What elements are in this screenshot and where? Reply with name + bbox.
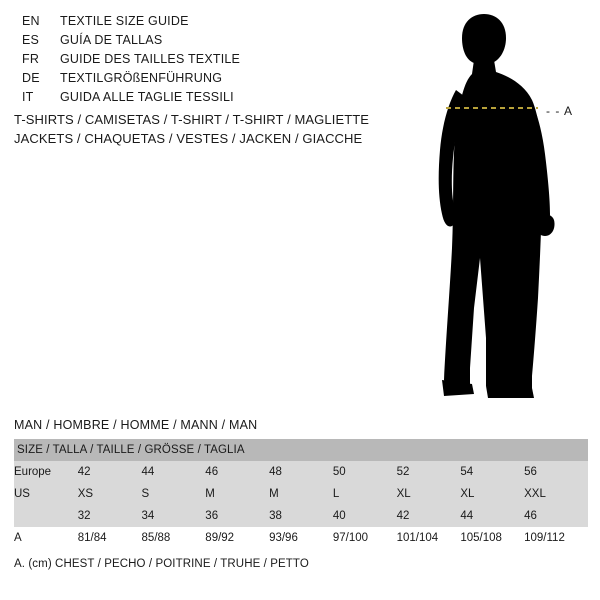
chest-letter: A: [564, 104, 574, 118]
size-table: [14, 439, 588, 549]
row-label: Europe: [14, 461, 78, 483]
table-row: [14, 527, 588, 549]
language-row: [22, 14, 382, 33]
language-row: [22, 90, 382, 109]
table-heading: MAN / HOMBRE / HOMME / MANN / MAN: [14, 418, 258, 432]
chest-measure-label: [546, 104, 573, 118]
language-code: EN: [22, 14, 40, 28]
category-jackets: JACKETS / CHAQUETAS / VESTES / JACKEN / GIACCHE: [14, 131, 363, 146]
table-header-row: [14, 439, 588, 461]
male-silhouette-figure: [400, 8, 600, 408]
category-list: [14, 110, 434, 148]
table-row: [14, 505, 588, 527]
cell: 44: [142, 461, 206, 483]
language-title: GUIDE DES TAILLES TEXTILE: [60, 52, 241, 66]
language-title: GUÍA DE TALLAS: [60, 33, 163, 47]
language-code: ES: [22, 33, 40, 47]
row-label: [14, 505, 78, 527]
cell: XL: [397, 483, 461, 505]
cell: XXL: [524, 483, 588, 505]
cell: 109/112: [524, 527, 588, 549]
cell: 46: [205, 461, 269, 483]
cell: 32: [78, 505, 142, 527]
cell: 105/108: [460, 527, 524, 549]
cell: 85/88: [142, 527, 206, 549]
cell: XS: [78, 483, 142, 505]
row-label: US: [14, 483, 78, 505]
cell: 81/84: [78, 527, 142, 549]
cell: 40: [333, 505, 397, 527]
cell: 42: [397, 505, 461, 527]
table-row: [14, 483, 588, 505]
chest-dash: - -: [546, 104, 561, 118]
cell: 48: [269, 461, 333, 483]
size-table-section: [14, 418, 588, 570]
cell: 44: [460, 505, 524, 527]
cell: M: [269, 483, 333, 505]
language-row: [22, 33, 382, 52]
language-legend: [22, 14, 382, 109]
language-code: IT: [22, 90, 34, 104]
cell: L: [333, 483, 397, 505]
language-row: [22, 52, 382, 71]
table-row: [14, 461, 588, 483]
row-label: A: [14, 527, 78, 549]
language-row: [22, 71, 382, 90]
cell: 36: [205, 505, 269, 527]
silhouette-icon: [400, 8, 600, 408]
cell: 101/104: [397, 527, 461, 549]
language-title: TEXTILE SIZE GUIDE: [60, 14, 189, 28]
cell: S: [142, 483, 206, 505]
cell: 54: [460, 461, 524, 483]
cell: 52: [397, 461, 461, 483]
language-code: FR: [22, 52, 40, 66]
language-code: DE: [22, 71, 40, 85]
cell: 42: [78, 461, 142, 483]
cell: 89/92: [205, 527, 269, 549]
cell: M: [205, 483, 269, 505]
language-title: TEXTILGRÖßENFÜHRUNG: [60, 71, 223, 85]
category-tshirts: T-SHIRTS / CAMISETAS / T-SHIRT / T-SHIRT / MAGLIETTE: [14, 112, 370, 127]
cell: 93/96: [269, 527, 333, 549]
table-header-label: SIZE / TALLA / TAILLE / GRÖSSE / TAGLIA: [17, 444, 245, 456]
cell: 38: [269, 505, 333, 527]
language-title: GUIDA ALLE TAGLIE TESSILI: [60, 90, 234, 104]
cell: 34: [142, 505, 206, 527]
cell: 97/100: [333, 527, 397, 549]
cell: XL: [460, 483, 524, 505]
cell: 56: [524, 461, 588, 483]
cell: 50: [333, 461, 397, 483]
cell: 46: [524, 505, 588, 527]
table-footnote: A. (cm) CHEST / PECHO / POITRINE / TRUHE / PETTO: [14, 558, 309, 570]
